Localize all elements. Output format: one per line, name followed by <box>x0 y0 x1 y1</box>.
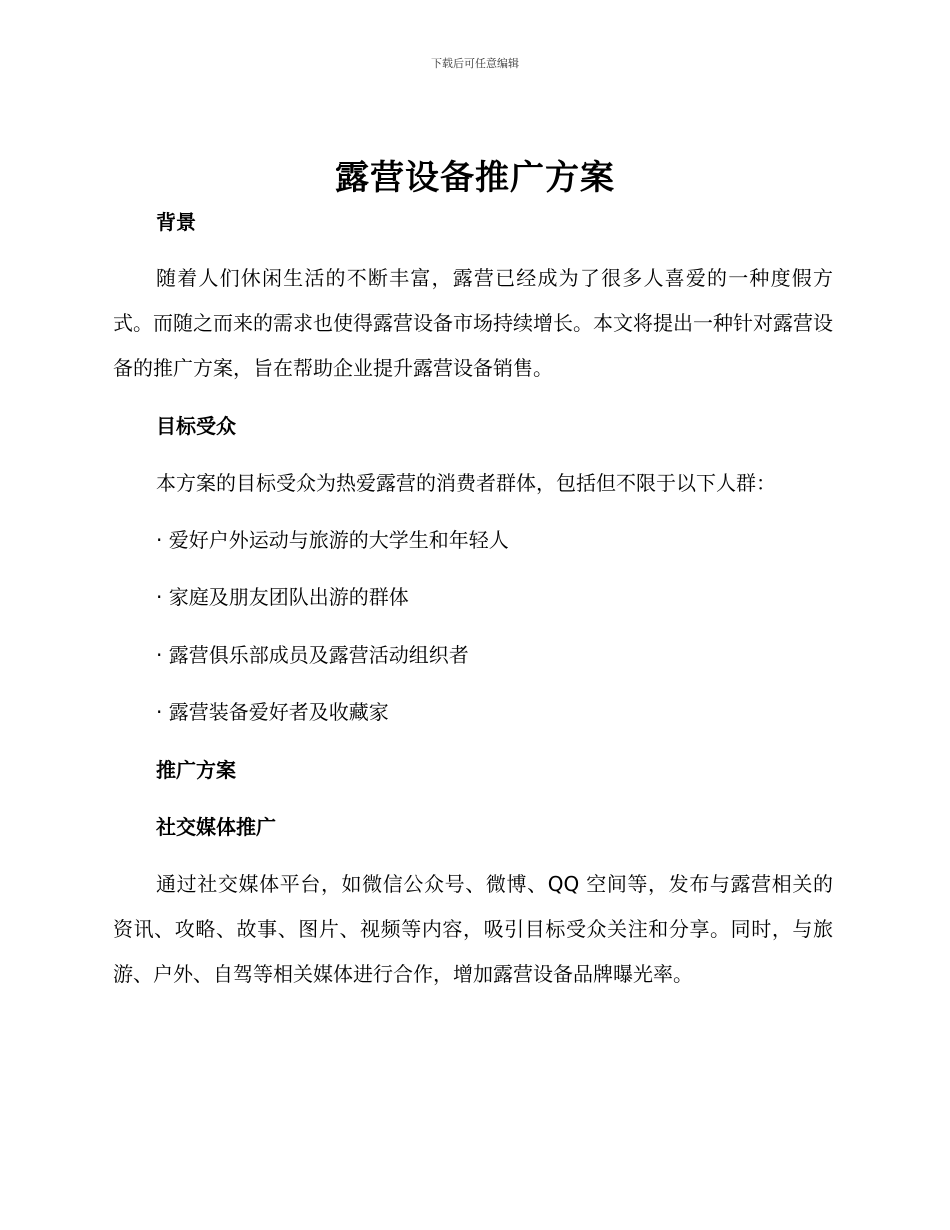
subsection-heading-social-media: 社交媒体推广 <box>156 815 276 839</box>
section-heading-audience: 目标受众 <box>156 414 236 438</box>
background-paragraph: 随着人们休闲生活的不断丰富，露营已经成为了很多人喜爱的一种度假方式。而随之而来的需求也使得露营设备市场持续增长。本文将提出一种针对露营设备的推广方案，旨在帮助企业提升露营设备销售。 <box>113 266 833 380</box>
document-title: 露营设备推广方案 <box>335 158 615 198</box>
social-media-paragraph: 通过社交媒体平台，如微信公众号、微博、QQ 空间等，发布与露营相关的资讯、攻略、故事、图片、视频等内容，吸引目标受众关注和分享。同时，与旅游、户外、自驾等相关媒体进行合作，增加露营设备品牌曝光率。 <box>113 872 833 986</box>
section-heading-background: 背景 <box>156 210 196 234</box>
audience-intro: 本方案的目标受众为热爱露营的消费者群体，包括但不限于以下人群： <box>156 471 776 495</box>
audience-list-item: · 露营装备爱好者及收藏家 <box>156 700 389 724</box>
page-header-note: 下载后可任意编辑 <box>431 57 519 70</box>
section-heading-plan: 推广方案 <box>156 758 236 782</box>
audience-list-item: · 露营俱乐部成员及露营活动组织者 <box>156 643 469 667</box>
audience-list-item: · 爱好户外运动与旅游的大学生和年轻人 <box>156 528 509 552</box>
audience-list-item: · 家庭及朋友团队出游的群体 <box>156 585 409 609</box>
